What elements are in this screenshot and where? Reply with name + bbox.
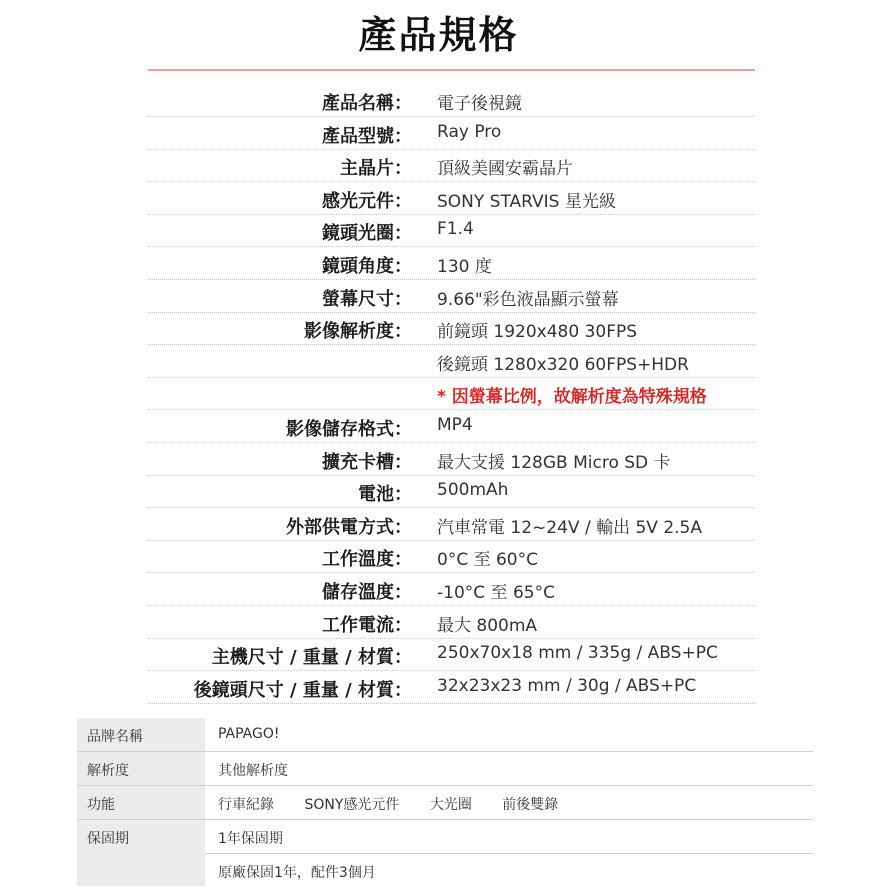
attr-key-brand: [77, 718, 205, 751]
spec-value: SONY STARVIS 星光級: [437, 191, 616, 212]
spec-row: [0, 444, 877, 476]
spec-value: 9.66"彩色液晶顯示螢幕: [437, 289, 619, 310]
spec-label: 儲存溫度：: [322, 582, 412, 603]
attr-value-brand: PAPAGO!: [218, 726, 280, 742]
spec-value: 頂級美國安霸晶片: [437, 159, 573, 180]
spec-label: 主機尺寸 / 重量 / 材質：: [211, 647, 412, 669]
spec-value: F1.4: [437, 219, 474, 240]
spec-value: MP4: [437, 415, 473, 435]
spec-value: 最大 800mA: [437, 615, 538, 636]
row-divider: [148, 703, 755, 704]
spec-label: 後鏡頭尺寸 / 重量 / 材質：: [193, 679, 412, 701]
spec-value: 後鏡頭 1280x320 60FPS+HDR: [437, 354, 689, 375]
attr-key-text: 品牌名稱: [87, 729, 143, 745]
attr-key-function: [77, 786, 205, 819]
spec-label: 擴充卡槽：: [322, 451, 412, 473]
spec-row: [0, 509, 877, 541]
spec-row: [0, 281, 877, 313]
attr-value-function: [218, 794, 584, 814]
spec-row: [0, 215, 877, 247]
spec-label: 影像儲存格式：: [286, 419, 412, 440]
spec-row: [0, 607, 877, 639]
attr-key-text: 保固期: [87, 831, 129, 847]
spec-value: 0°C 至 60°C: [437, 550, 538, 571]
spec-value: 500mAh: [437, 480, 509, 501]
attr-key-text: 解析度: [87, 763, 129, 779]
spec-value: 前鏡頭 1920x480 30FPS: [437, 322, 638, 343]
spec-value: 最大支援 128GB Micro SD 卡: [437, 452, 671, 473]
spec-value: Ray Pro: [437, 121, 502, 142]
attr-row-brand: [77, 718, 813, 752]
warranty-detail-text: 原廠保固1年，配件3個月: [218, 865, 376, 881]
spec-row: [0, 313, 877, 345]
spec-row: [0, 476, 877, 508]
spec-value: 電子後視鏡: [437, 94, 522, 114]
function-tag[interactable]: 前後雙錄: [502, 797, 559, 813]
spec-label: 產品型號：: [322, 125, 412, 147]
spec-row: [0, 574, 877, 606]
spec-label: 外部供電方式：: [286, 516, 412, 538]
attr-key-text: 功能: [87, 797, 115, 813]
spec-label: 影像解析度：: [304, 321, 412, 343]
spec-label: 螢幕尺寸：: [322, 288, 412, 310]
attr-row-warranty: [77, 820, 813, 886]
attr-value-warranty: 1年保固期: [218, 831, 283, 847]
spec-label: 主晶片：: [340, 158, 412, 180]
spec-row: [0, 639, 877, 671]
spec-row: [0, 378, 877, 410]
spec-row: [0, 672, 877, 704]
spec-row: [0, 346, 877, 378]
spec-label: 工作溫度：: [322, 549, 412, 571]
spec-label: 感光元件：: [322, 190, 412, 212]
spec-row: [0, 541, 877, 573]
attr-key-warranty: [77, 820, 205, 886]
spec-value: -10°C 至 65°C: [437, 583, 555, 603]
spec-label: 產品名稱：: [322, 93, 412, 114]
spec-row: [0, 248, 877, 280]
spec-row: [0, 183, 877, 215]
title-divider: [148, 69, 755, 71]
attr-value-warranty-detail: [205, 853, 813, 887]
page-title: 產品規格: [358, 13, 519, 57]
spec-value: 250x70x18 mm / 335g / ABS+PC: [437, 643, 718, 664]
spec-row: [0, 118, 877, 150]
spec-value: 130 度: [437, 257, 492, 277]
spec-value: 汽車常電 12~24V / 輸出 5V 2.5A: [437, 517, 702, 538]
function-tag[interactable]: 大光圈: [429, 797, 472, 813]
spec-label: 鏡頭光圈：: [322, 223, 412, 245]
spec-label: 電池：: [358, 484, 412, 506]
spec-label: 鏡頭角度：: [322, 256, 412, 277]
attr-row-function: [77, 786, 813, 820]
spec-row: [0, 85, 877, 117]
function-tag[interactable]: SONY感光元件: [304, 797, 400, 813]
spec-label: 工作電流：: [322, 614, 412, 636]
attr-row-resolution: [77, 752, 813, 786]
function-tag[interactable]: 行車紀錄: [218, 797, 274, 813]
spec-row: [0, 411, 877, 443]
attr-key-resolution: [77, 752, 205, 785]
spec-note: * 因螢幕比例，故解析度為特殊規格: [437, 387, 707, 408]
attr-value-resolution: 其他解析度: [218, 763, 288, 779]
spec-value: 32x23x23 mm / 30g / ABS+PC: [437, 675, 697, 696]
spec-row: [0, 150, 877, 182]
